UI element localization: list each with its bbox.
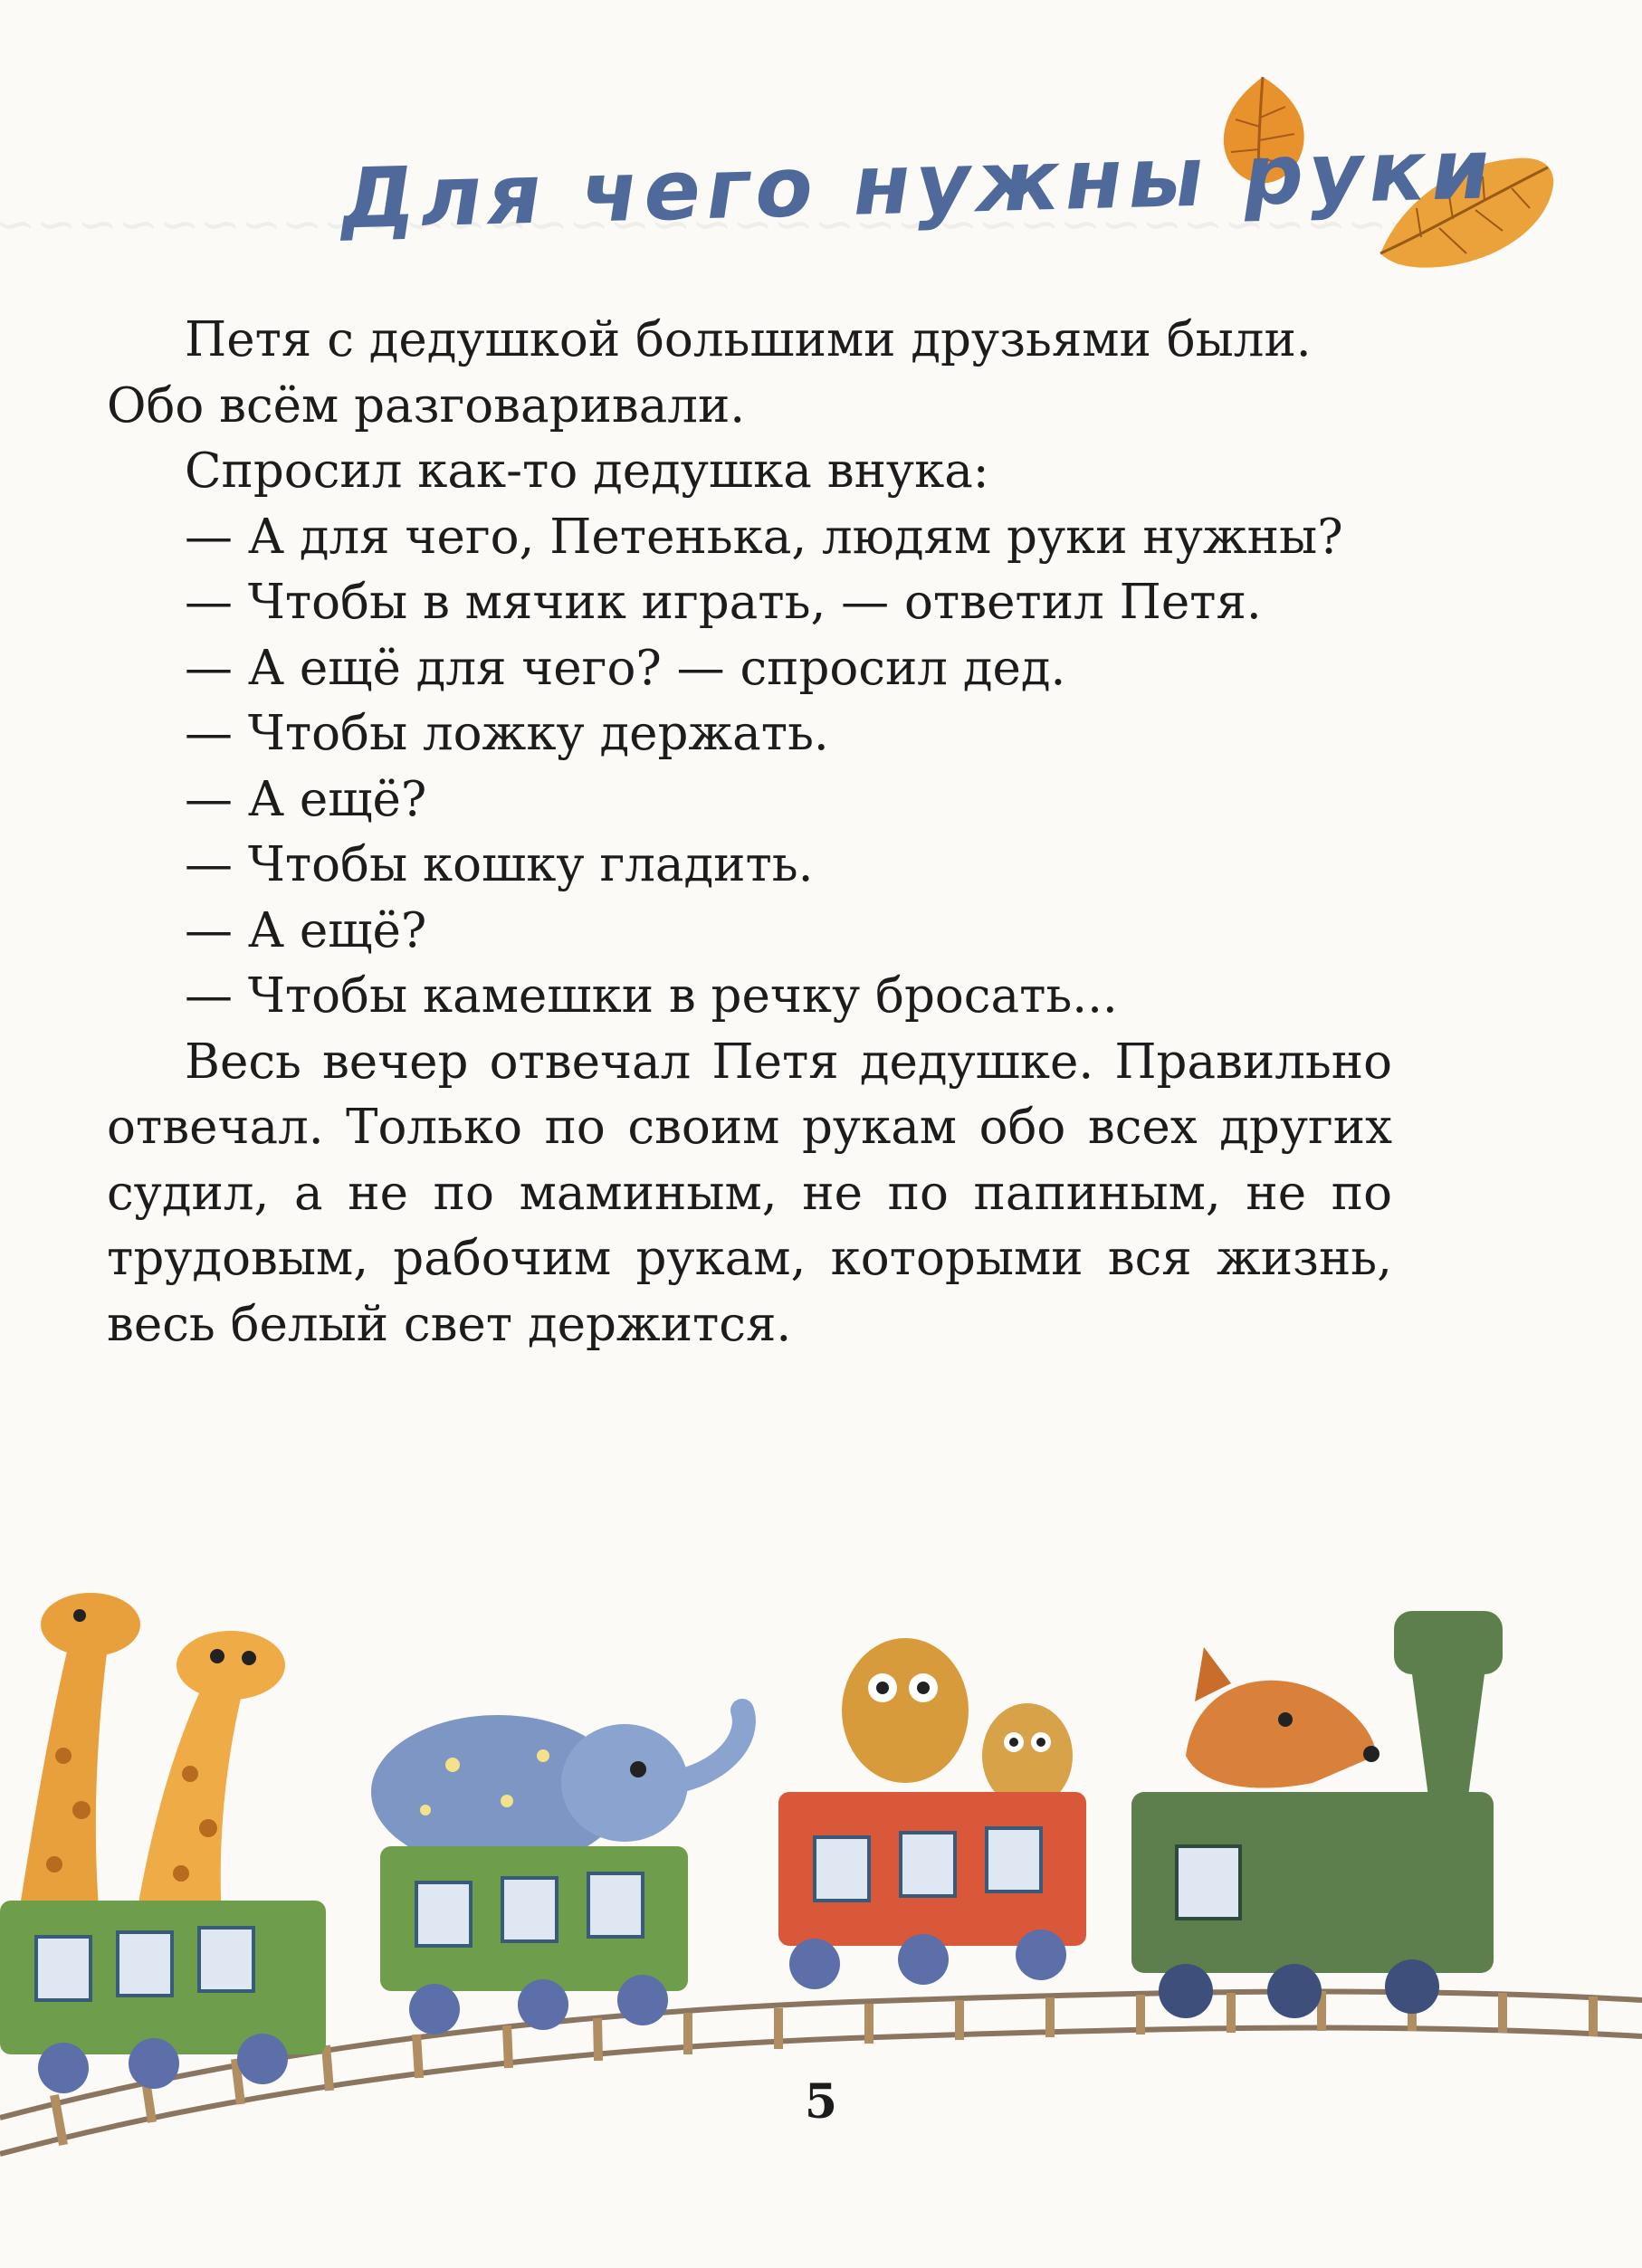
- dialog-line: — А ещё для чего? — спросил дед.: [185, 640, 1066, 696]
- dialog-line: — А для чего, Петенька, людям руки нужны?: [185, 509, 1343, 565]
- wagon-green: [0, 1901, 326, 2093]
- locomotive-icon: [1131, 1611, 1503, 2018]
- story-text: [107, 308, 1392, 1358]
- dialog-line: — А ещё?: [185, 902, 427, 958]
- page-number: 5: [804, 2074, 838, 2130]
- dialog-line: — Чтобы ложку держать.: [185, 706, 829, 761]
- paragraph: Петя с дедушкой большими друзьями были. Обо всём разговаривали.: [107, 312, 1312, 434]
- train-illustration: [0, 1575, 1642, 2268]
- paragraph: Весь вечер отвечал Петя дедушке. Правильно отвечал. Только по своим рукам обо всех других судил, а не по маминым, не по папиным, не по трудовым, рабочим рукам, которыми вся жизнь, весь белый свет держится.: [107, 1034, 1392, 1352]
- wagon-green: [380, 1846, 688, 2035]
- paragraph: Спросил как-то дедушка внука:: [185, 443, 989, 499]
- page-title: Для чего нужны руки: [334, 120, 1504, 248]
- fox-icon: [1186, 1647, 1379, 1788]
- dialog-line: — Чтобы в мячик играть, — ответил Петя.: [185, 575, 1262, 630]
- wagon-red: [778, 1792, 1086, 1989]
- elephant-icon: [371, 1711, 744, 1869]
- owl-icon: [842, 1638, 1073, 1808]
- dialog-line: — Чтобы камешки в речку бросать...: [185, 968, 1118, 1024]
- giraffe-icon: [18, 1593, 285, 1919]
- dialog-line: — А ещё?: [185, 771, 427, 827]
- dialog-line: — Чтобы кошку гладить.: [185, 837, 814, 892]
